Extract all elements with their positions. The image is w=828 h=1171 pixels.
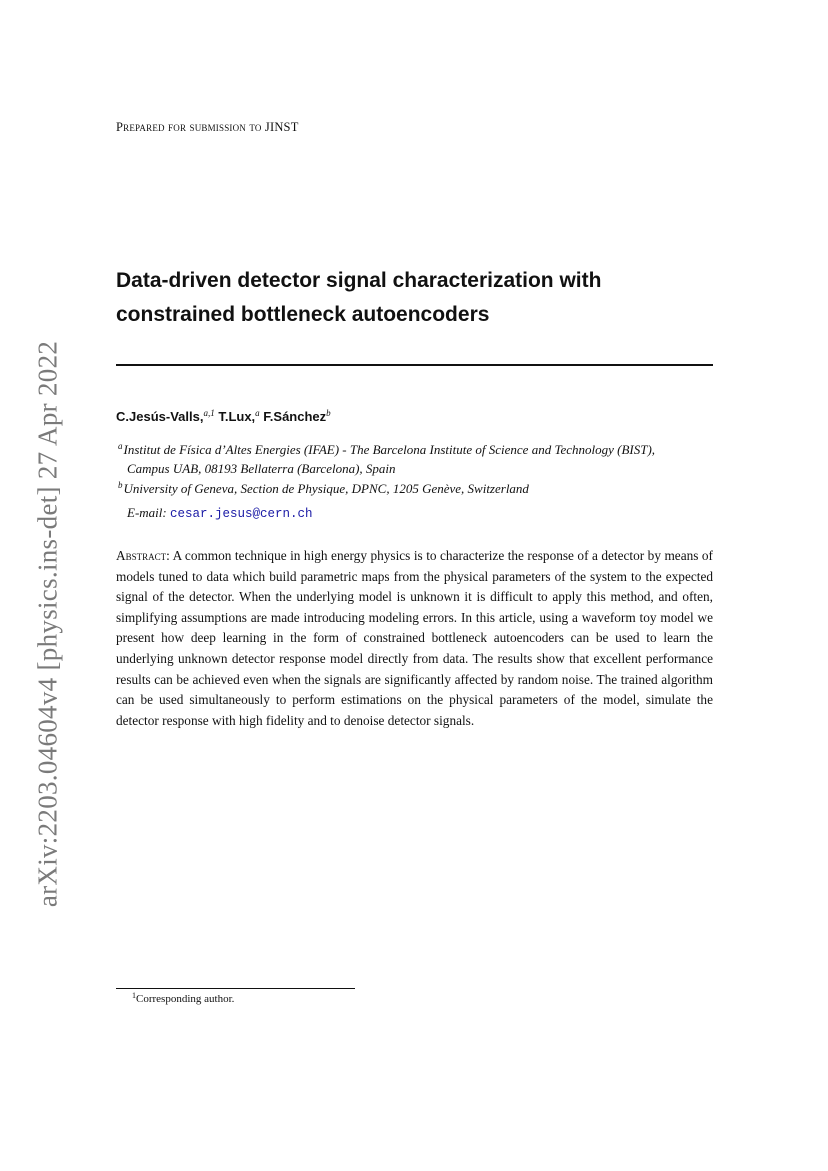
affiliation-a — [118, 437, 718, 478]
abstract-label: Abstract: — [116, 548, 170, 563]
paper-title — [116, 264, 756, 332]
footnote — [132, 991, 234, 1005]
affiliation-mark: b — [118, 480, 123, 490]
title-line-1: Data-driven detector signal characterization with — [116, 269, 602, 292]
email-link[interactable]: cesar.jesus@cern.ch — [169, 507, 313, 521]
author-name: F.Sánchez — [263, 409, 327, 424]
author-name: T.Lux, — [218, 409, 256, 424]
submission-note: Prepared for submission to JINST — [116, 120, 299, 134]
author-affil-mark: a,1 — [203, 408, 215, 418]
affiliation-b — [118, 476, 718, 498]
author-affil-mark: a — [255, 408, 260, 418]
title-line-2: constrained bottleneck autoencoders — [116, 303, 490, 326]
affiliation-line: University of Geneva, Section de Physique, DPNC, 1205 Genève, Switzerland — [123, 481, 529, 496]
author-name: C.Jesús-Valls, — [116, 409, 204, 424]
affiliation-line: Campus UAB, 08193 Bellaterra (Barcelona), Spain — [127, 461, 396, 476]
affiliation-line: Institut de Física d’Altes Energies (IFAE) - The Barcelona Institute of Science and Technology (BIST), — [123, 442, 656, 457]
footnote-mark: 1 — [132, 991, 136, 1000]
arxiv-identifier: arXiv:2203.04604v4 [physics.ins-det] 27 Apr 2022 — [32, 340, 63, 908]
author-list — [116, 408, 331, 424]
footnote-rule — [116, 988, 355, 989]
email-label: E-mail: — [127, 505, 167, 520]
abstract — [116, 546, 713, 731]
footnote-text: Corresponding author. — [136, 993, 235, 1005]
author-affil-mark: b — [326, 408, 331, 418]
abstract-text: A common technique in high energy physics is to characterize the response of a detector by means of models tuned to data which build parametric maps from the physical parameters of the system to the expected signal of the detector. When the underlying model is unknown it is difficult to apply this method, and often, simplifying assumptions are made introducing modeling errors. In this article, using a waveform toy model we present how deep learning in the form of constrained bottleneck autoencoders can be used to learn the underlying unknown detector response model directly from data. The results show that excellent performance results can be achieved even when the signals are significantly affected by random noise. The trained algorithm can be used simultaneously to perform estimations on the physical parameters of the model, simulate the detector response with high fidelity and to denoise detector signals. — [116, 548, 713, 728]
title-rule — [116, 364, 713, 366]
contact-email — [127, 505, 313, 521]
affiliation-mark: a — [118, 441, 123, 451]
